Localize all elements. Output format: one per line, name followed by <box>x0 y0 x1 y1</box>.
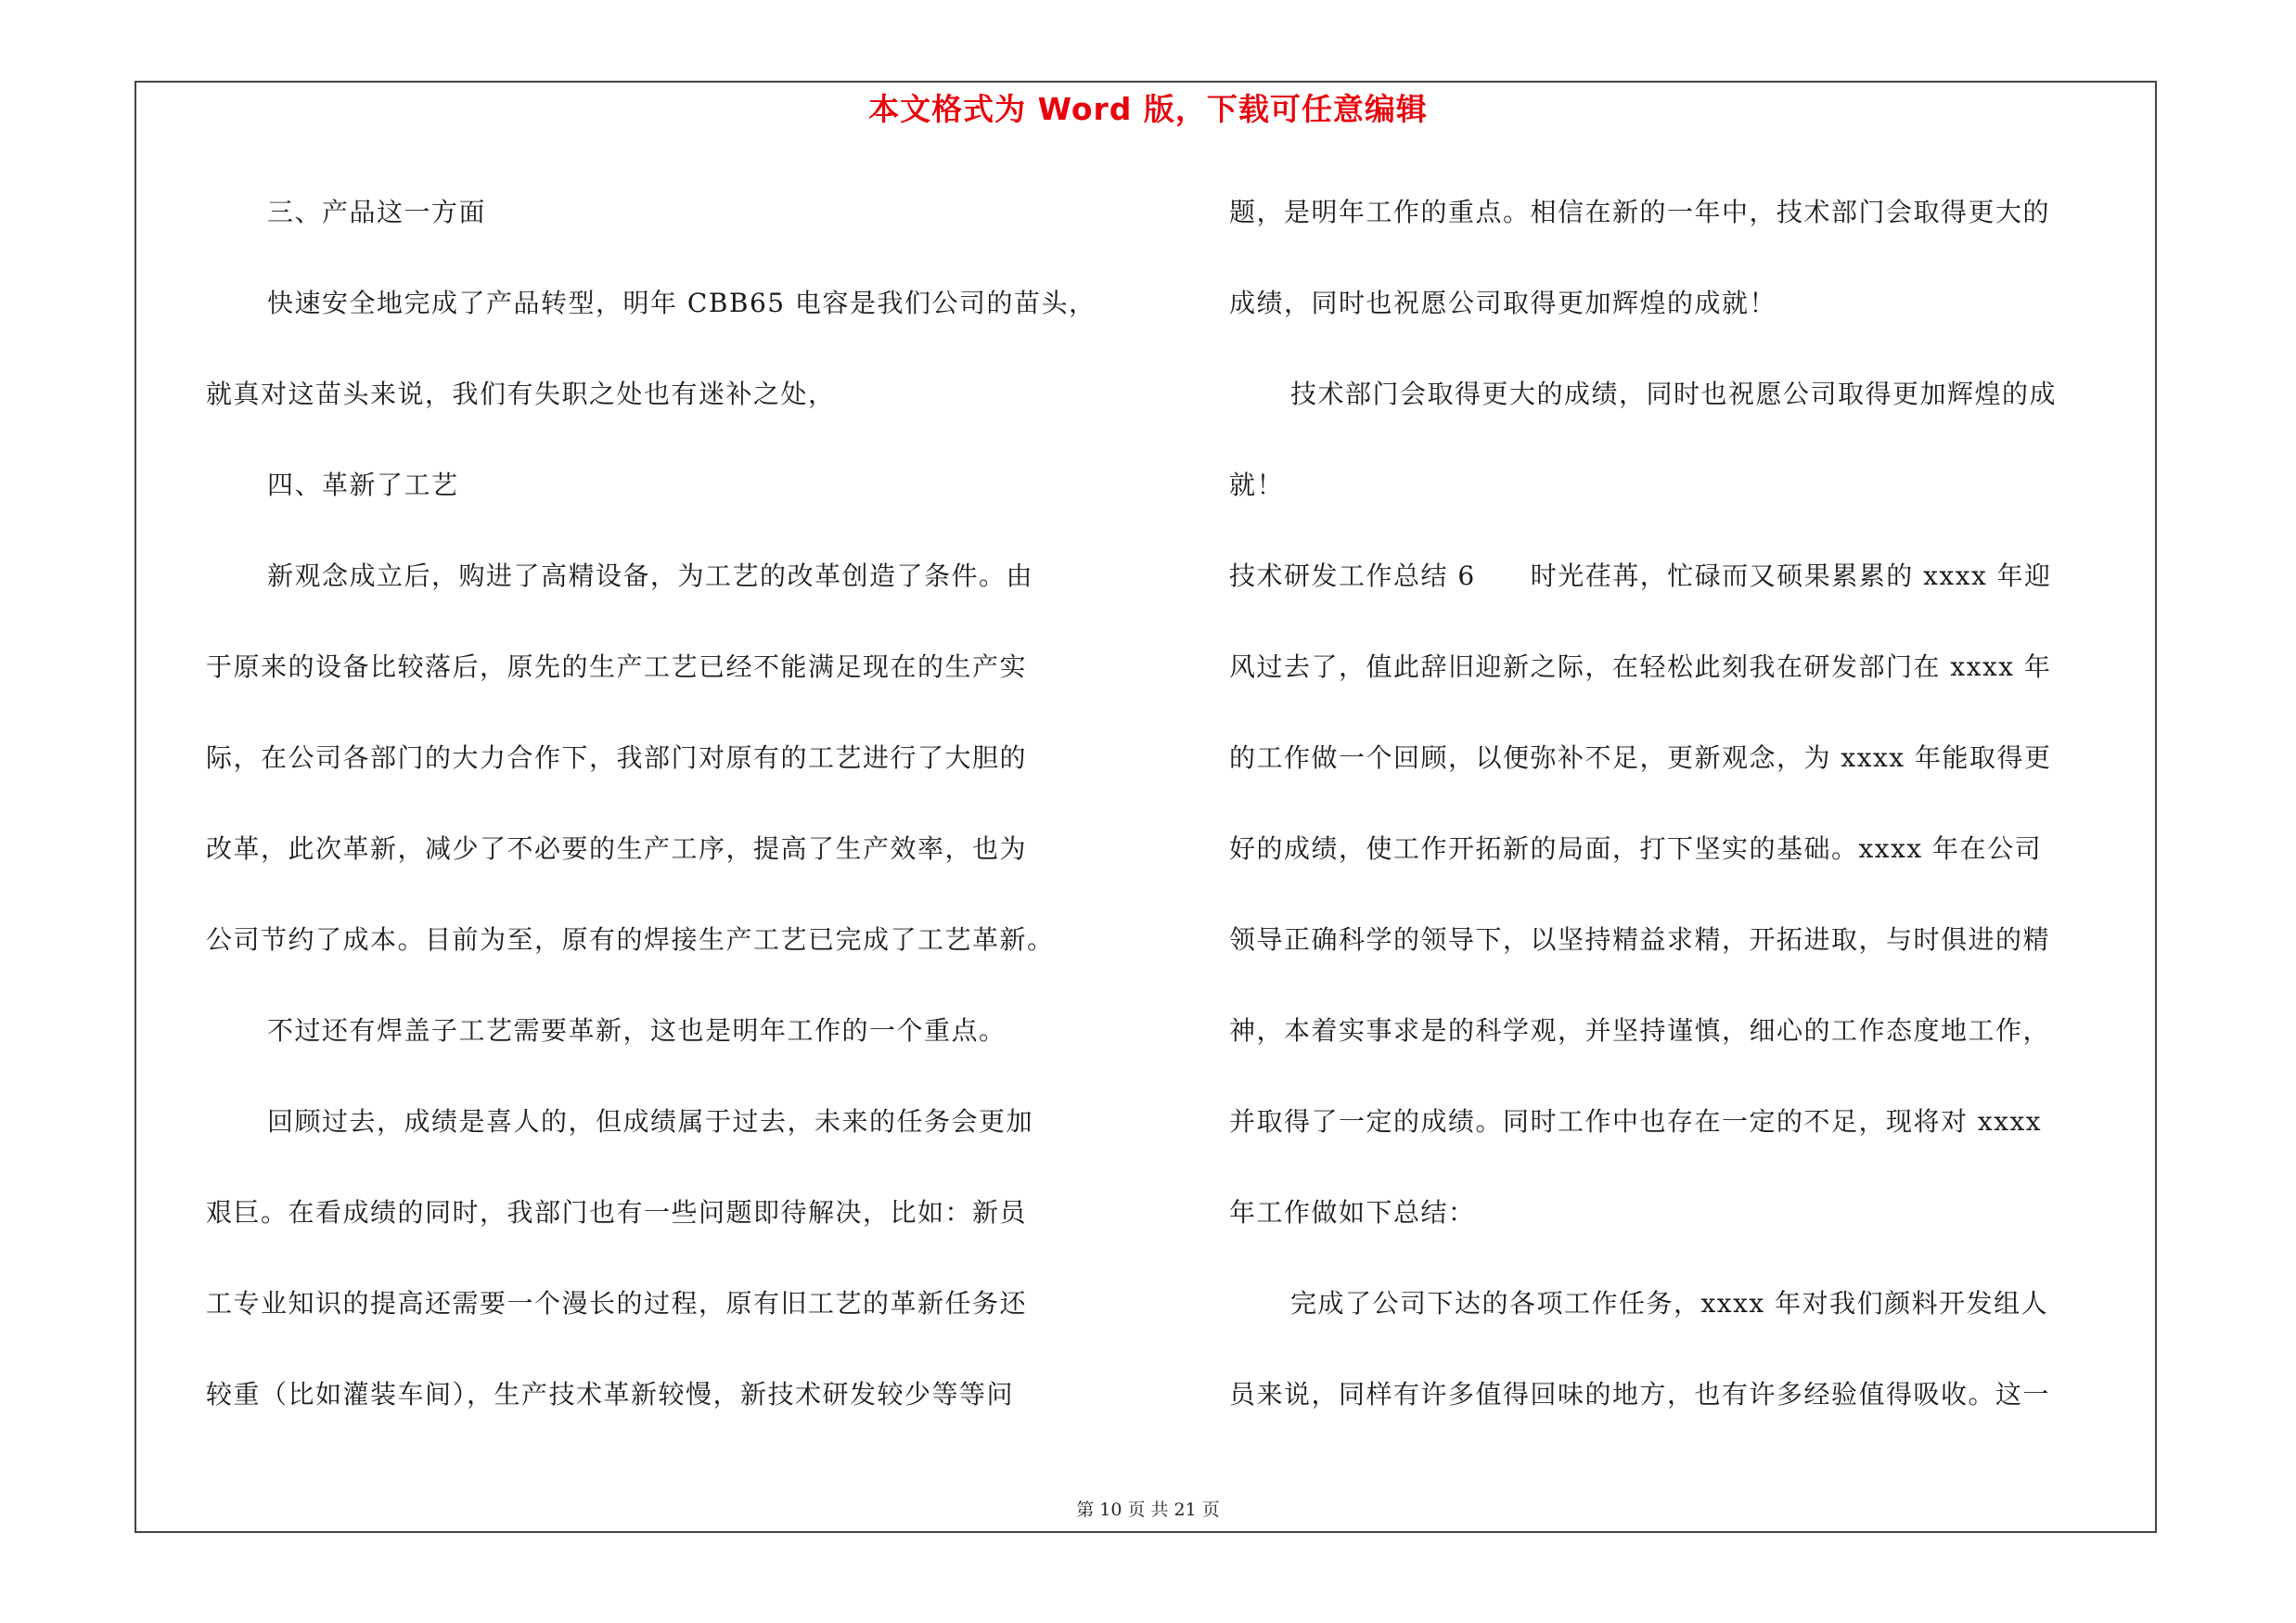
text-line: 际，在公司各部门的大力合作下，我部门对原有的工艺进行了大胆的 <box>206 742 1028 773</box>
text-line: 技术部门会取得更大的成绩，同时也祝愿公司取得更加辉煌的成 <box>1290 379 2058 409</box>
text-line: 领导正确科学的领导下，以坚持精益求精，开拓进取，与时俱进的精 <box>1229 924 2051 955</box>
text-line: 三、产品这一方面 <box>267 197 487 227</box>
text-line: 并取得了一定的成绩。同时工作中也存在一定的不足，现将对 xxxx <box>1229 1106 2043 1137</box>
text-line: 神，本着实事求是的科学观，并坚持谨慎，细心的工作态度地工作， <box>1229 1015 2051 1046</box>
text-line: 四、革新了工艺 <box>267 470 459 500</box>
text-line: 技术研发工作总结 6 时光荏苒，忙碌而又硕果累累的 xxxx 年迎 <box>1229 560 2052 591</box>
text-line: 的工作做一个回顾，以便弥补不足，更新观念，为 xxxx 年能取得更 <box>1229 742 2052 773</box>
format-banner: 本文格式为 Word 版，下载可任意编辑 <box>868 91 1428 127</box>
text-line: 年工作做如下总结： <box>1229 1197 1476 1228</box>
text-line: 工专业知识的提高还需要一个漫长的过程，原有旧工艺的革新任务还 <box>206 1288 1028 1319</box>
text-line: 好的成绩，使工作开拓新的局面，打下坚实的基础。xxxx 年在公司 <box>1229 833 2043 864</box>
text-line: 员来说，同样有许多值得回味的地方，也有许多经验值得吸收。这一 <box>1229 1379 2051 1410</box>
text-line: 较重（比如灌装车间），生产技术革新较慢，新技术研发较少等等问 <box>206 1379 1015 1410</box>
text-line: 就真对这苗头来说，我们有失职之处也有迷补之处， <box>206 379 836 409</box>
text-line: 就！ <box>1229 470 1285 500</box>
text-line: 成绩，同时也祝愿公司取得更加辉煌的成就！ <box>1229 288 1777 318</box>
text-line: 改革，此次革新，减少了不必要的生产工序，提高了生产效率，也为 <box>206 833 1028 864</box>
text-line: 新观念成立后，购进了高精设备，为工艺的改革创造了条件。由 <box>267 560 1034 591</box>
text-line: 于原来的设备比较落后，原先的生产工艺已经不能满足现在的生产实 <box>206 651 1028 682</box>
text-line: 题，是明年工作的重点。相信在新的一年中，技术部门会取得更大的 <box>1229 197 2051 227</box>
text-line: 完成了公司下达的各项工作任务，xxxx 年对我们颜料开发组人 <box>1290 1288 2049 1319</box>
text-line: 快速安全地完成了产品转型，明年 CBB65 电容是我们公司的苗头， <box>267 288 1097 318</box>
text-line: 艰巨。在看成绩的同时，我部门也有一些问题即待解决，比如：新员 <box>206 1197 1028 1228</box>
text-line: 风过去了，值此辞旧迎新之际，在轻松此刻我在研发部门在 xxxx 年 <box>1229 651 2052 682</box>
text-line: 公司节约了成本。目前为至，原有的焊接生产工艺已完成了工艺革新。 <box>206 924 1055 955</box>
text-line: 回顾过去，成绩是喜人的，但成绩属于过去，未来的任务会更加 <box>267 1106 1034 1137</box>
page-number-footer: 第 10 页 共 21 页 <box>1076 1500 1220 1520</box>
text-line: 不过还有焊盖子工艺需要革新，这也是明年工作的一个重点。 <box>267 1015 1007 1046</box>
